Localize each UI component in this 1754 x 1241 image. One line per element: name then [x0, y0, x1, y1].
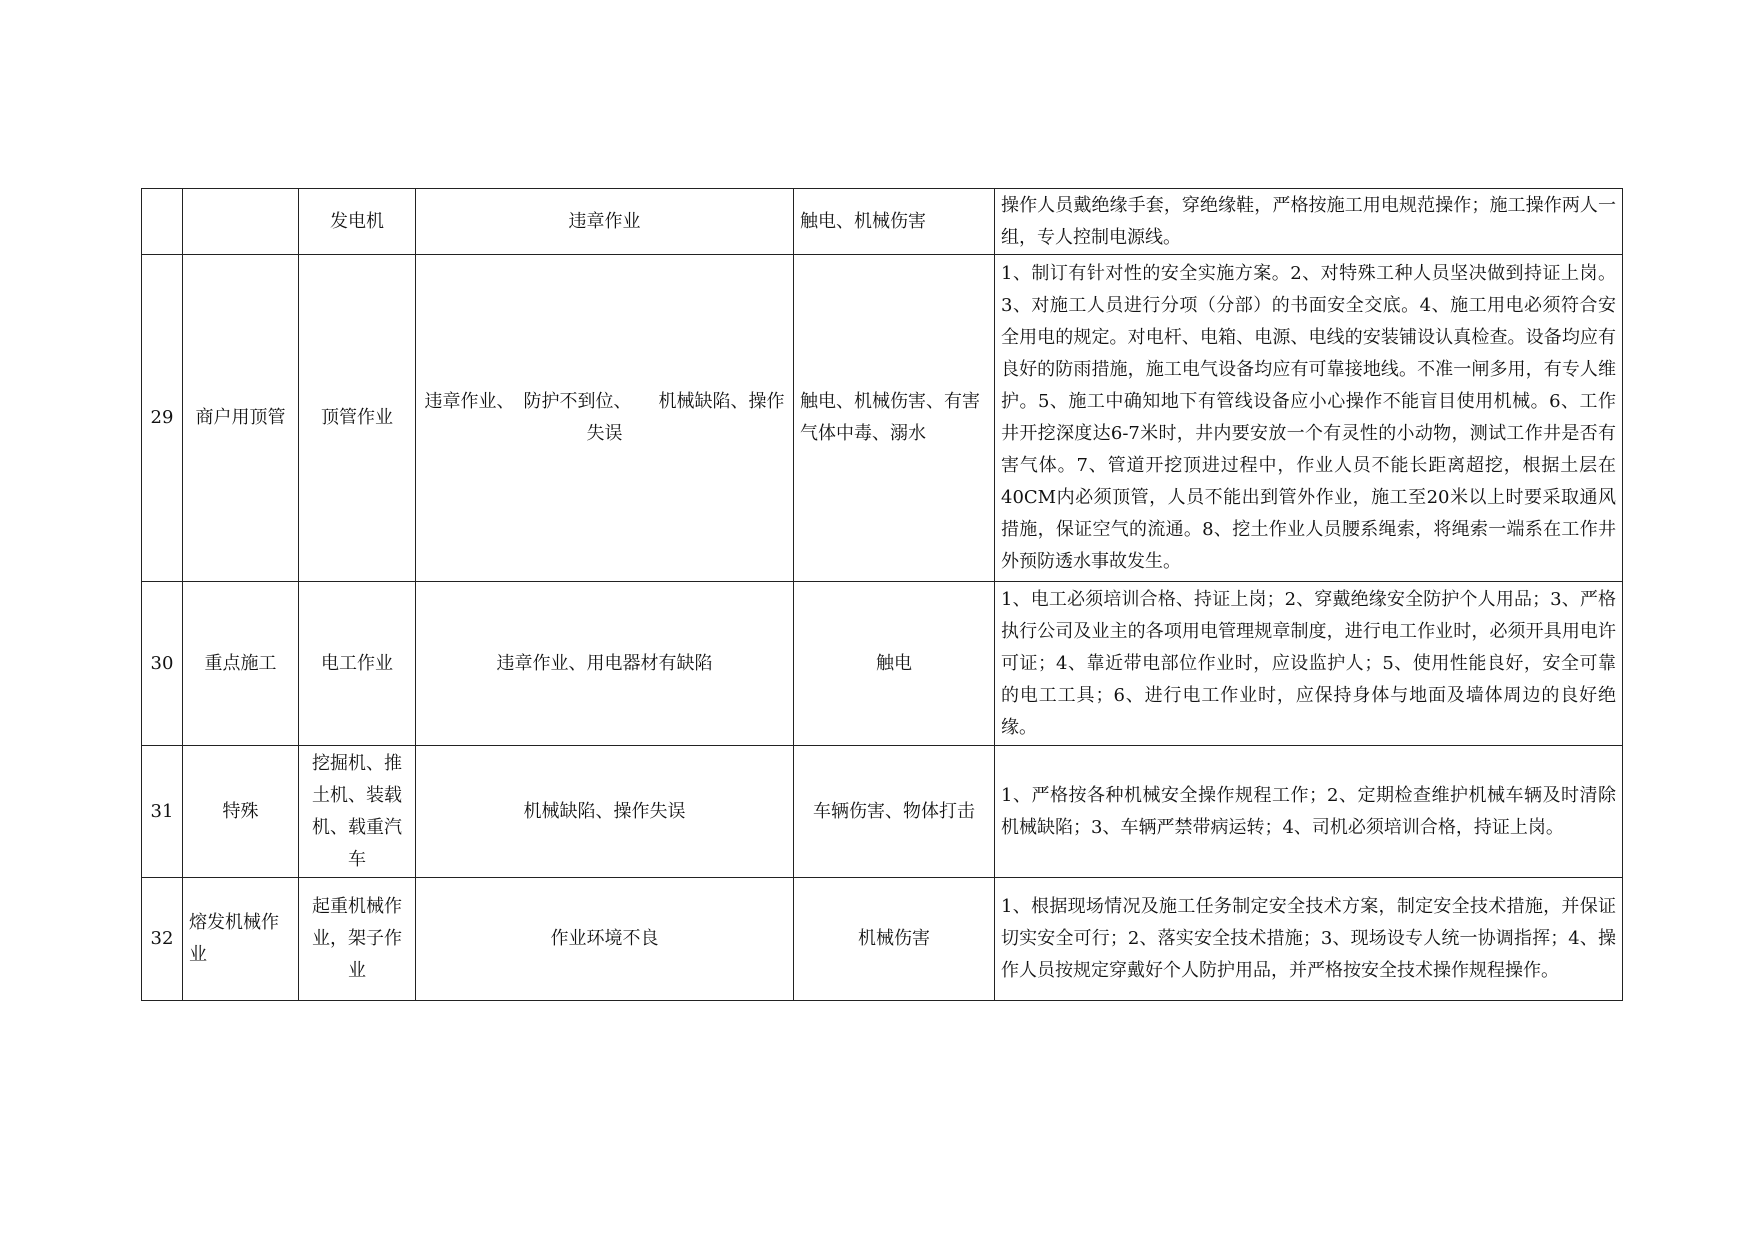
row-number-cell: 30	[142, 582, 183, 746]
measures-cell: 1、电工必须培训合格、持证上岗；2、穿戴绝缘安全防护个人用品；3、严格执行公司及业主的各项用电管理规章制度，进行电工作业时，必须开具用电许可证；4、靠近带电部位作业时，应设监护人；5、使用性能良好，安全可靠的电工工具；6、进行电工作业时，应保持身体与地面及墙体周边的良好绝缘。	[995, 582, 1623, 746]
measures-cell: 操作人员戴绝缘手套，穿绝缘鞋，严格按施工用电规范操作；施工操作两人一组，专人控制电源线。	[995, 189, 1623, 255]
project-cell: 商户用顶管	[183, 255, 299, 582]
accident-cell: 触电、机械伤害	[794, 189, 995, 255]
project-cell: 特殊	[183, 746, 299, 878]
table-row	[142, 189, 1623, 255]
measures-cell: 1、制订有针对性的安全实施方案。2、对特殊工种人员坚决做到持证上岗。3、对施工人员进行分项（分部）的书面安全交底。4、施工用电必须符合安全用电的规定。对电杆、电箱、电源、电线的安装铺设认真检查。设备均应有良好的防雨措施，施工电气设备均应有可靠接地线。不准一闸多用，有专人维护。5、施工中确知地下有管线设备应小心操作不能盲目使用机械。6、工作井开挖深度达6-7米时，井内要安放一个有灵性的小动物，测试工作井是否有害气体。7、管道开挖顶进过程中，作业人员不能长距离超挖，根据土层在40CM内必须顶管，人员不能出到管外作业，施工至20米以上时要采取通风措施，保证空气的流通。8、挖土作业人员腰系绳索，将绳索一端系在工作井外预防透水事故发生。	[995, 255, 1623, 582]
activity-cell: 挖掘机、推土机、装载机、载重汽车	[299, 746, 416, 878]
activity-cell: 电工作业	[299, 582, 416, 746]
measures-cell: 1、严格按各种机械安全操作规程工作；2、定期检查维护机械车辆及时清除机械缺陷；3、车辆严禁带病运转；4、司机必须培训合格，持证上岗。	[995, 746, 1623, 878]
accident-cell: 车辆伤害、物体打击	[794, 746, 995, 878]
table-row	[142, 582, 1623, 746]
row-number-cell: 31	[142, 746, 183, 878]
row-number-cell: 32	[142, 878, 183, 1001]
cause-cell: 违章作业、 防护不到位、 机械缺陷、操作失误	[416, 255, 794, 582]
accident-cell: 触电	[794, 582, 995, 746]
project-cell: 重点施工	[183, 582, 299, 746]
activity-cell: 发电机	[299, 189, 416, 255]
project-cell	[183, 189, 299, 255]
measures-cell: 1、根据现场情况及施工任务制定安全技术方案，制定安全技术措施，并保证切实安全可行；2、落实安全技术措施；3、现场设专人统一协调指挥；4、操作人员按规定穿戴好个人防护用品，并严格按安全技术操作规程操作。	[995, 878, 1623, 1001]
cause-cell: 违章作业	[416, 189, 794, 255]
table-row	[142, 878, 1623, 1001]
cause-cell: 机械缺陷、操作失误	[416, 746, 794, 878]
row-number-cell	[142, 189, 183, 255]
accident-cell: 触电、机械伤害、有害气体中毒、溺水	[794, 255, 995, 582]
project-cell: 熔发机械作业	[183, 878, 299, 1001]
activity-cell: 起重机械作业，架子作业	[299, 878, 416, 1001]
accident-cell: 机械伤害	[794, 878, 995, 1001]
table-row	[142, 746, 1623, 878]
activity-cell: 顶管作业	[299, 255, 416, 582]
safety-risk-table	[141, 188, 1623, 1001]
row-number-cell: 29	[142, 255, 183, 582]
cause-cell: 作业环境不良	[416, 878, 794, 1001]
table-row	[142, 255, 1623, 582]
cause-cell: 违章作业、用电器材有缺陷	[416, 582, 794, 746]
